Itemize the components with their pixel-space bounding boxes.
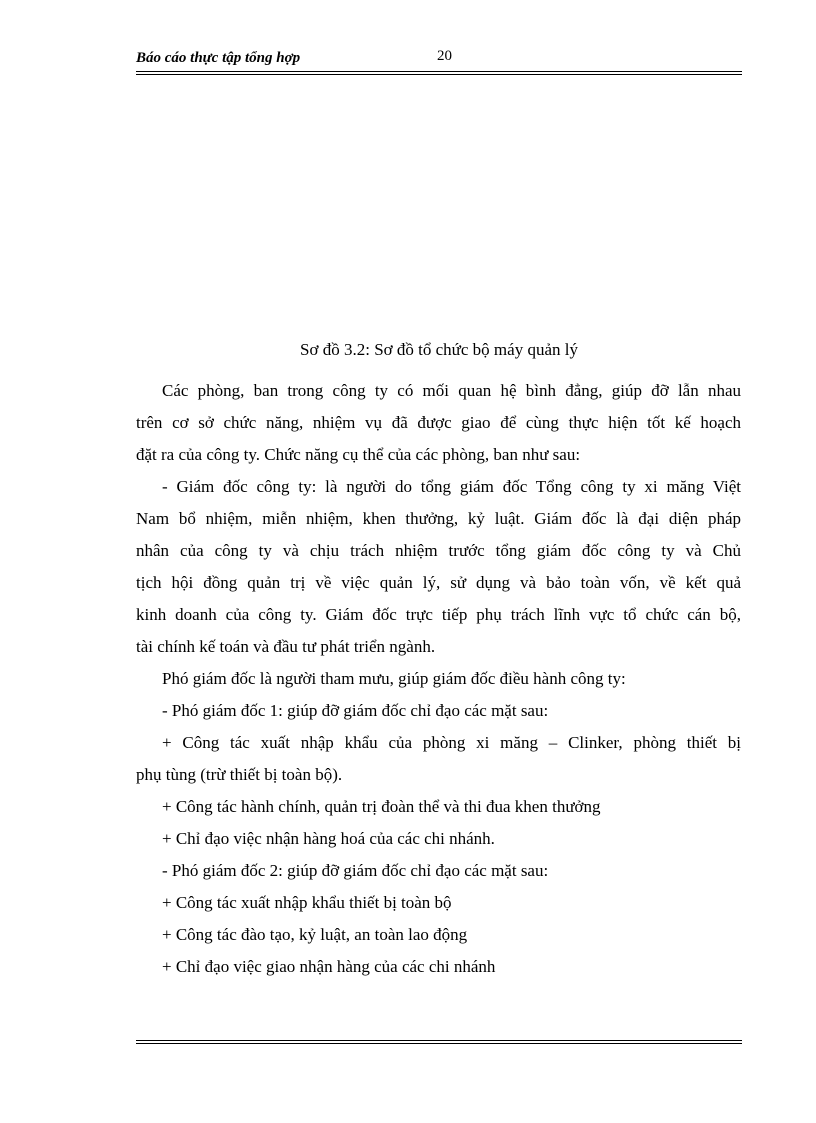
figure-caption: Sơ đồ 3.2: Sơ đồ tổ chức bộ máy quản lý	[300, 340, 578, 359]
text-line: - Giám đốc công ty: là người do tổng giám đốc Tổng công ty xi măng Việt	[162, 477, 741, 496]
text-line: đặt ra của công ty. Chức năng cụ thể của các phòng, ban như sau:	[136, 445, 581, 464]
text-line: + Công tác đào tạo, kỷ luật, an toàn lao động	[162, 925, 468, 944]
page-header	[136, 44, 742, 74]
text-line: + Công tác xuất nhập khẩu của phòng xi măng – Clinker, phòng thiết bị	[162, 733, 741, 752]
text-line: + Chỉ đạo việc nhận hàng hoá của các chi nhánh.	[162, 829, 495, 848]
text-line: + Công tác xuất nhập khẩu thiết bị toàn bộ	[162, 893, 452, 912]
page-number: 20	[437, 48, 452, 64]
text-line: nhân của công ty và chịu trách nhiệm trước tổng giám đốc công ty và Chủ	[136, 541, 741, 560]
text-line: - Phó giám đốc 1: giúp đỡ giám đốc chỉ đạo các mặt sau:	[162, 701, 549, 720]
header-title: Báo cáo thực tập tổng hợp	[136, 50, 301, 66]
text-line: kinh doanh của công ty. Giám đốc trực tiếp phụ trách lĩnh vực tổ chức cán bộ,	[136, 605, 741, 624]
text-line: phụ tùng (trừ thiết bị toàn bộ).	[136, 765, 343, 784]
text-line: Nam bổ nhiệm, miễn nhiệm, khen thưởng, kỷ luật. Giám đốc là đại diện pháp	[136, 509, 741, 528]
text-line: Các phòng, ban trong công ty có mối quan hệ bình đẳng, giúp đỡ lẫn nhau	[162, 381, 741, 400]
header-rule	[136, 71, 742, 75]
text-line: Phó giám đốc là người tham mưu, giúp giám đốc điều hành công ty:	[162, 669, 626, 688]
text-line: tịch hội đồng quản trị về việc quản lý, sử dụng và bảo toàn vốn, về kết quả	[136, 573, 741, 592]
text-line: + Công tác hành chính, quản trị đoàn thể và thi đua khen thưởng	[162, 797, 601, 816]
text-line: + Chỉ đạo việc giao nhận hàng của các chi nhánh	[162, 957, 496, 976]
text-line: tài chính kế toán và đầu tư phát triển ngành.	[136, 637, 436, 656]
text-line: trên cơ sở chức năng, nhiệm vụ đã được giao để cùng thực hiện tốt kế hoạch	[136, 413, 741, 432]
footer-rule	[136, 1040, 742, 1044]
body-text	[136, 375, 741, 983]
text-line: - Phó giám đốc 2: giúp đỡ giám đốc chỉ đạo các mặt sau:	[162, 861, 549, 880]
